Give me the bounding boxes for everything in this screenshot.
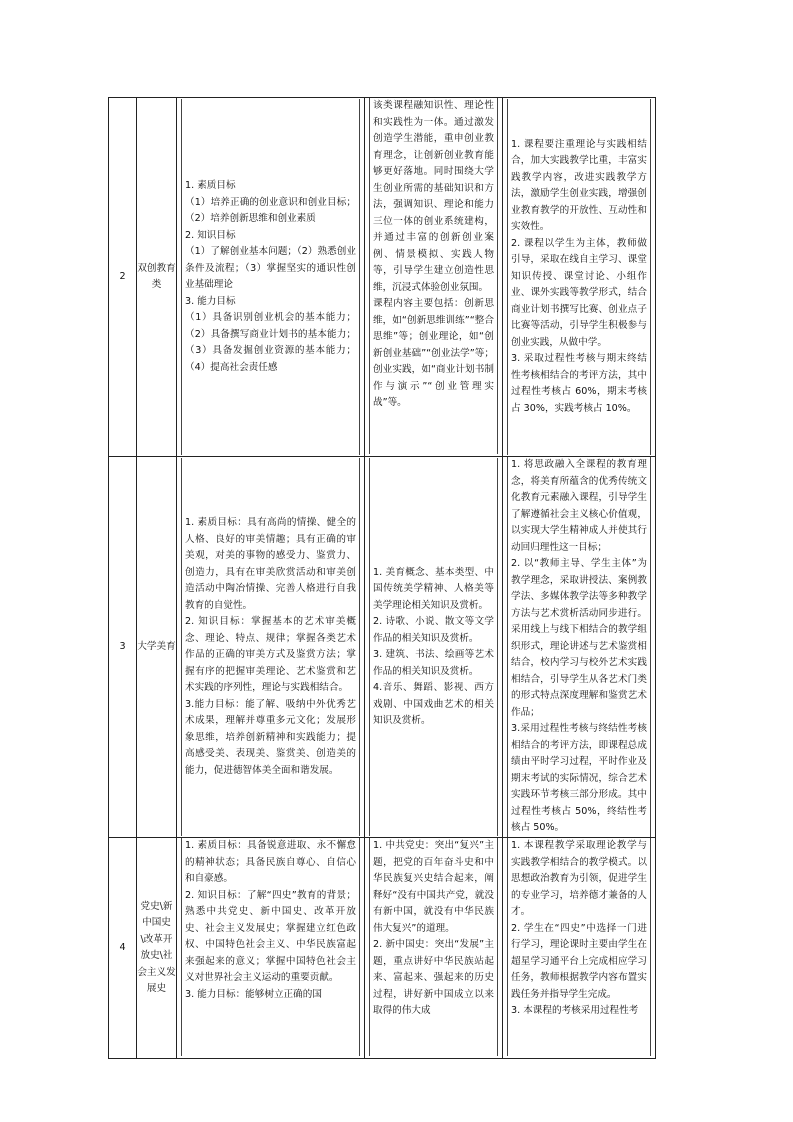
content-text: 2. 新中国史：突出“发展”主题，重点讲好中华民族站起来、富起来、强起来的历史过程，讲好新中国成立以来取得的伟大成 [373,939,494,1016]
goal-text: 3. 能力目标 [185,295,236,307]
requirements-cell [503,98,656,457]
course-name: 党史\新中国史\改革开放史\社会主义发展史 [137,838,177,1059]
content-text: 3. 建筑、书法、绘画等艺术作品的相关知识及赏析。 [373,649,494,677]
requirement-text: 1. 将思政融入全课程的教育理念，将美育所蕴含的优秀传统文化教育元素融入课程，引导学生了解遵循社会主义核心价值观，以实现大学生精神成人并使其行动回归理性这一目标； [511,459,647,553]
goals-box [181,99,360,455]
requirement-text: 1. 课程要注重理论与实践相结合，加大实践教学比重，丰富实践教学内容，改进实践教学方法，激励学生创业实践，增强创业教育教学的开放性、互动性和实效性。 [511,138,647,233]
goals-box [181,838,360,1056]
requirement-text: 2. 学生在“四史”中选择一门进行学习，理论课时主要由学生在超星学习通平台上完成相应学习任务，教师根据教学内容布置实践任务并指导学生完成。 [511,922,647,1000]
requirement-text: 3. 本课程的考核采用过程性考 [511,1005,639,1016]
content-cell [365,98,503,457]
content-box [369,98,498,454]
course-table [108,97,656,1059]
course-name: 大学美育 [137,457,177,838]
requirements-cell [503,838,656,1059]
requirement-text: 2. 以“教师主导、学生主体”为教学理念，采取讲授法、案例教学法、多媒体教学法等多种教学方法与艺术赏析活动同步进行。采用线上与线下相结合的教学组织形式，理论讲述与艺术鉴赏相结合，校内学习与校外艺术实践相结合，引导学生从各艺术门类的形式特点深度理解和鉴赏艺术作品； [511,558,647,718]
requirement-text: 1. 本课程教学采取理论教学与实践教学相结合的教学模式。以思想政治教育为引领，促进学生的专业学习，培养德才兼备的人才。 [511,840,647,917]
goal-text: 3.能力目标：能了解、吸纳中外优秀艺术成果，理解并尊重多元文化；发展形象思维，培养创新精神和实践能力；提高感受美、表现美、鉴赏美、创造美的能力，促进德智体美全面和谐发展。 [185,698,356,776]
goal-text: 1. 素质目标 [185,180,236,191]
content-cell [365,457,503,838]
content-box [369,838,498,1056]
content-box [369,458,498,836]
goal-text: 2. 知识目标 [185,229,236,241]
goals-cell [177,838,365,1059]
goal-text: 3. 能力目标：能够树立正确的国 [185,988,322,1000]
row-number: 2 [109,98,137,457]
content-text: 2. 诗歌、小说、散文等文学作品的相关知识及赏析。 [373,616,494,644]
goal-text: （1）具备识别创业机会的基本能力；（2）具备撰写商业计划书的基本能力；（3）具备发掘创业资源的基本能力；（4）提高社会责任感 [185,312,356,373]
goal-text: 2. 知识目标：了解“四史”教育的背景；熟悉中共党史、新中国史、改革开放史、社会主义发展史；掌握建立红色政权、中国特色社会主义、中华民族富起来强起来的意义；掌握中国特色社会主义对世界社会主义运动的重要贡献。 [185,889,356,983]
requirement-text: 3.采用过程性考核与终结性考核相结合的考评方法，即课程总成绩由平时学习过程，平时作业及期末考试的实际情况，综合艺术实践环节考核三部分形成。其中过程性考核占 50%，终结性考核占 50%。 [511,723,647,834]
goal-text: （1）培养正确的创业意识和创业目标；（2）培养创新思维和创业素质 [185,196,356,224]
table-row [109,457,656,838]
requirement-text: 3. 采取过程性考核与期末终结性考核相结合的考评方法，其中过程性考核占 60%，期末考核占 30%，实践考核占 10%。 [511,353,647,414]
goal-text: 1. 素质目标：具备锐意进取、永不懈怠的精神状态；具备民族自尊心、自信心和自豪感。 [185,840,356,884]
content-text: 4.音乐、舞蹈、影视、西方戏剧、中国戏曲艺术的相关知识及赏析。 [373,682,494,726]
row-number: 4 [109,838,137,1059]
course-name: 双创教育类 [137,98,177,457]
table-row [109,838,656,1059]
requirements-box [507,99,651,455]
goal-text: （1）了解创业基本问题；（2）熟悉创业条件及流程；（3）掌握坚实的通识性创业基础理论 [185,246,356,290]
content-text: 课程内容主要包括：创新思维，如“创新思维训练”“整合思维”等；创业理论，如“创新创业基础”“创业法学”等；创业实践，如“商业计划书制作与演示”“创业管理实战”等。 [373,298,494,408]
content-text: 1. 中共党史：突出“复兴”主题，把党的百年奋斗史和中华民族复兴史结合起来，阐释好“没有中国共产党，就没有新中国，就没有中华民族伟大复兴”的道理。 [373,840,494,934]
requirements-box [507,838,651,1056]
goals-cell [177,98,365,457]
content-text: 1. 美育概念、基本类型、中国传统美学精神、人格美等美学理论相关知识及赏析。 [373,566,494,611]
row-number: 3 [109,457,137,838]
requirements-box [507,457,651,837]
content-cell [365,838,503,1059]
goal-text: 1. 素质目标：具有高尚的情操、健全的人格、良好的审美情趣；具有正确的审美观，对美的事物的感受力、鉴赏力、创造力，具有在审美欣赏活动和审美创造活动中陶冶情操、完善人格进行自我教育的自觉性。 [185,517,356,611]
content-text: 该类课程融知识性、理论性和实践性为一体。通过激发创造学生潜能，重申创业教育理念，让创新创业教育能够更好落地。同时围绕大学生创业所需的基础知识和方法，强调知识、理论和能力三位一体的创业系统建构，并通过丰富的创新创业案例、情景模拟、实践人物等，引导学生建立创造性思维，沉浸式体验创业氛围。 [373,100,494,293]
table-row [109,98,656,457]
goals-box [181,458,360,836]
goal-text: 2. 知识目标：掌握基本的艺术审美概念、理论、特点、规律；掌握各类艺术作品的正确的审美方式及鉴赏方法；掌握有序的把握审美理论、艺术鉴赏和艺术实践的序列性，理论与实践相结合。 [185,616,356,693]
goals-cell [177,457,365,838]
requirement-text: 2. 课程以学生为主体，教师做引导，采取在线自主学习、课堂知识传授、课堂讨论、小组作业、课外实践等教学形式，结合商业计划书撰写比赛、创业点子比赛等活动，引导学生积极参与创业实践，从做中学。 [511,237,647,348]
requirements-cell [503,457,656,838]
